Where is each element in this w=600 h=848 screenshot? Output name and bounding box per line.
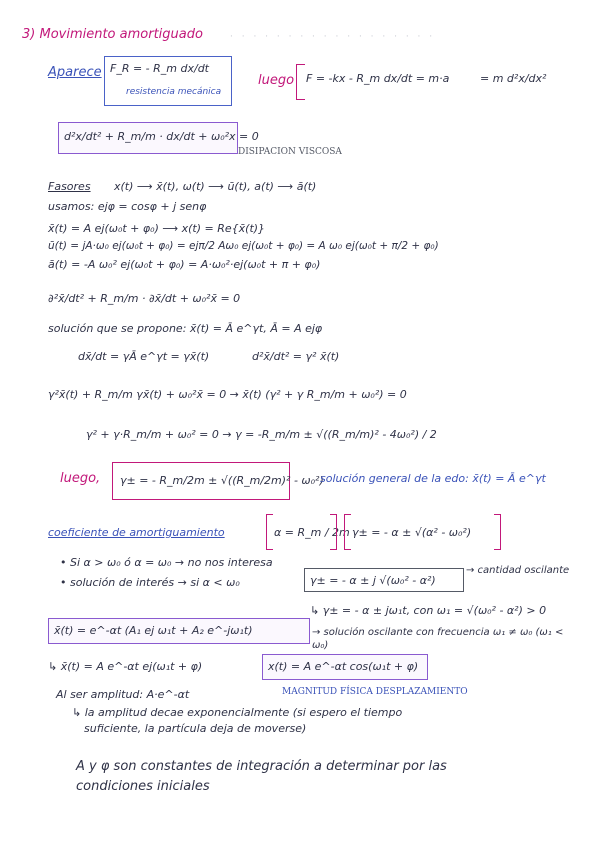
constants-note-2: condiciones iniciales [76,779,210,794]
damped-diff-equation: d²x/dt² + R_m/m · dx/dt + ω₀²x = 0 [64,130,259,143]
second-derivative: d²x̄/dt² = γ² x̄(t) [252,350,340,363]
alpha-bracket-left [266,514,273,550]
newton-equation: F = -kx - R_m dx/dt = m·a [306,72,450,85]
proposed-solution: solución que se propone: x̄(t) = Ā e^γt, Ā = A ejφ [48,322,323,335]
friction-force-definition: F_R = - R_m dx/dt [110,62,209,75]
damping-coefficient-label: coeficiente de amortiguamiento [48,526,225,539]
gamma-complex: γ± = - α ± j √(ω₀² - α²) [310,574,436,587]
phasor-diff-equation: ∂²x̄/dt² + R_m/m · ∂x̄/dt + ω₀²x̄ = 0 [48,292,241,305]
case-not-interesting: • Si α > ω₀ ó α = ω₀ → no nos interesa [60,556,273,569]
xbar-solution: x̄(t) = e^-αt (A₁ ej ω₁t + A₂ e^-jω₁t) [54,624,253,637]
real-solution: x(t) = A e^-αt cos(ω₁t + φ) [268,660,419,673]
alpha-definition: α = R_m / 2m [274,526,350,539]
phasor-position: x̄(t) = A ej(ω₀t + φ₀) ⟶ x(t) = Re{x̄(t)} [48,222,266,235]
luego-label: luego [258,73,295,88]
gamma-bracket-right [494,514,501,550]
aparece-label: Aparece [48,65,102,80]
section-title: 3) Movimiento amortiguado [22,27,203,42]
phasor-velocity: ū(t) = jA·ω₀ ej(ω₀t + φ₀) = ejπ/2 Aω₀ ej(ω₀t + φ₀) = A ω₀ ej(ω₀t + π/2 + φ₀) [48,240,439,252]
amplitude-decay-1: ↳ la amplitud decae exponencialmente (si espero el tiempo [72,706,403,719]
phasor-mapping: x(t) ⟶ x̄(t), ω(t) ⟶ ū(t), a(t) ⟶ ā(t) [114,180,317,193]
alpha-bracket-right [330,514,337,550]
gamma-omega1: ↳ γ± = - α ± jω₁t, con ω₁ = √(ω₀² - α²) > 0 [310,604,547,617]
amplitude-statement: Al ser amplitud: A·e^-αt [56,688,190,701]
gamma-bracket-left [344,514,351,550]
case-of-interest: • solución de interés → si α < ω₀ [60,576,240,589]
friction-resistance-note: resistencia mecánica [126,87,222,97]
xbar-final: ↳ x̄(t) = A e^-αt ej(ω₁t + φ) [48,660,203,673]
first-derivative: dx̄/dt = γĀ e^γt = γx̄(t) [78,350,210,363]
gamma-solution: γ± = - R_m/2m ± √((R_m/2m)² - ω₀²) [120,474,324,487]
luego-label-2: luego, [60,471,101,486]
characteristic-roots: γ² + γ·R_m/m + ω₀² = 0 → γ = -R_m/m ± √((R_m/m)² - 4ω₀²) / 2 [86,428,437,441]
faded-dots: · · · · · · · · · · · · · · · · · · [230,32,436,42]
euler-identity: usamos: ejφ = cosφ + j senφ [48,200,207,213]
viscous-dissipation-label: DISIPACION VISCOSA [238,147,342,157]
constants-note-1: A y φ son constantes de integración a determinar por las [76,759,447,774]
oscillating-solution-note: → solución oscilante con frecuencia ω₁ ≠ ω₀ (ω₁ < ω₀) [312,627,564,651]
newton-rhs: = m d²x/dx² [480,72,547,85]
general-solution: solución general de la edo: x̄(t) = Ā e^γt [320,472,546,485]
newton-bracket [296,64,305,100]
phasor-acceleration: ā(t) = -A ω₀² ej(ω₀t + φ₀) = A·ω₀²·ej(ω₀t + π + φ₀) [48,258,321,271]
physical-magnitude-label: MAGNITUD FÍSICA DESPLAZAMIENTO [282,687,468,697]
amplitude-decay-2: suficiente, la partícula deja de moverse) [84,722,307,735]
gamma-alpha: γ± = - α ± √(α² - ω₀²) [352,526,472,539]
fasores-label: Fasores [48,180,91,193]
characteristic-substitution: γ²x̄(t) + R_m/m γx̄(t) + ω₀²x̄ = 0 → x̄(t) (γ² + γ R_m/m + ω₀²) = 0 [48,388,407,401]
oscillating-quantity: → cantidad oscilante [466,565,570,576]
